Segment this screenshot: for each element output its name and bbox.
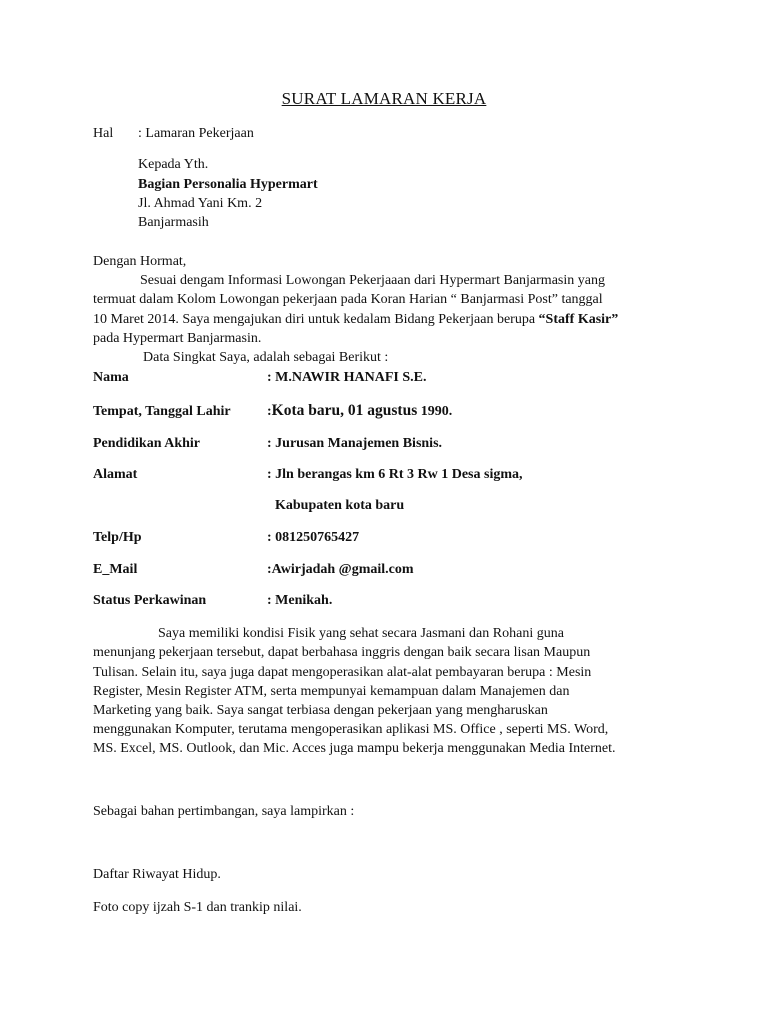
opening-line-3	[93, 312, 618, 328]
body-line-7: MS. Excel, MS. Outlook, dan Mic. Acces juga mampu bekerja menggunakan Media Internet.	[93, 741, 616, 756]
biodata-label-address: Alamat	[93, 467, 138, 482]
recipient-line-3: Jl. Ahmad Yani Km. 2	[138, 196, 263, 211]
attachment-item-1: Daftar Riwayat Hidup.	[93, 867, 221, 882]
opening-line-1: Sesuai dengam Informasi Lowongan Pekerjaaan dari Hypermart Banjarmasin yang	[140, 273, 605, 288]
opening-line-3-text: 10 Maret 2014. Saya mengajukan diri untuk kedalam Bidang Pekerjaan berupa	[93, 312, 539, 327]
body-line-6: menggunakan Komputer, terutama mengoperasikan aplikasi MS. Office , seperti MS. Word,	[93, 722, 609, 737]
hal-label: Hal	[93, 126, 114, 141]
biodata-value-birth	[267, 402, 452, 420]
recipient-line-2: Bagian Personalia Hypermart	[138, 177, 318, 192]
body-line-1: Saya memiliki kondisi Fisik yang sehat secara Jasmani dan Rohani guna	[158, 626, 564, 641]
letter-title: SURAT LAMARAN KERJA	[281, 89, 487, 108]
biodata-label-birth: Tempat, Tanggal Lahir	[93, 404, 231, 419]
body-line-5: Marketing yang baik. Saya sangat terbiasa dengan pekerjaan yang mengharuskan	[93, 703, 548, 718]
biodata-value-email: :Awirjadah @gmail.com	[267, 562, 414, 577]
biodata-value-address: : Jln berangas km 6 Rt 3 Rw 1 Desa sigma,	[267, 467, 523, 482]
recipient-line-1: Kepada Yth.	[138, 157, 209, 172]
body-line-4: Register, Mesin Register ATM, serta mempunyai kemampuan dalam Manajemen dan	[93, 684, 570, 699]
biodata-value-marital: : Menikah.	[267, 593, 333, 608]
biodata-label-marital: Status Perkawinan	[93, 593, 207, 608]
opening-line-2: termuat dalam Kolom Lowongan pekerjaan pada Koran Harian “ Banjarmasi Post” tanggal	[93, 292, 603, 307]
biodata-value-phone: : 081250765427	[267, 530, 360, 545]
body-line-2: menunjang pekerjaan tersebut, dapat berbahasa inggris dengan baik secara lisan Maupun	[93, 645, 591, 660]
biodata-intro: Data Singkat Saya, adalah sebagai Berikut :	[143, 350, 389, 365]
birth-date: 01 agustus	[347, 402, 418, 419]
greeting: Dengan Hormat,	[93, 254, 187, 269]
biodata-label-name: Nama	[93, 370, 129, 385]
attachments-intro: Sebagai bahan pertimbangan, saya lampirkan :	[93, 804, 355, 819]
opening-line-4: pada Hypermart Banjarmasin.	[93, 331, 262, 346]
birth-place: Kota baru,	[271, 402, 348, 419]
position-applied: “Staff Kasir”	[538, 312, 619, 327]
biodata-label-email: E_Mail	[93, 562, 138, 577]
biodata-label-phone: Telp/Hp	[93, 530, 142, 545]
body-line-3: Tulisan. Selain itu, saya juga dapat mengoperasikan alat-alat pembayaran berupa : Mesin	[93, 665, 592, 680]
biodata-value-education: : Jurusan Manajemen Bisnis.	[267, 436, 443, 451]
birth-year: 1990.	[417, 404, 453, 419]
attachment-item-2: Foto copy ijzah S-1 dan trankip nilai.	[93, 900, 302, 915]
hal-value: : Lamaran Pekerjaan	[138, 126, 254, 141]
birth-colon: :	[267, 404, 272, 419]
biodata-value-name: : M.NAWIR HANAFI S.E.	[267, 370, 427, 385]
recipient-line-4: Banjarmasih	[138, 215, 209, 230]
biodata-value-address-2: Kabupaten kota baru	[275, 498, 405, 513]
biodata-label-education: Pendidikan Akhir	[93, 436, 200, 451]
